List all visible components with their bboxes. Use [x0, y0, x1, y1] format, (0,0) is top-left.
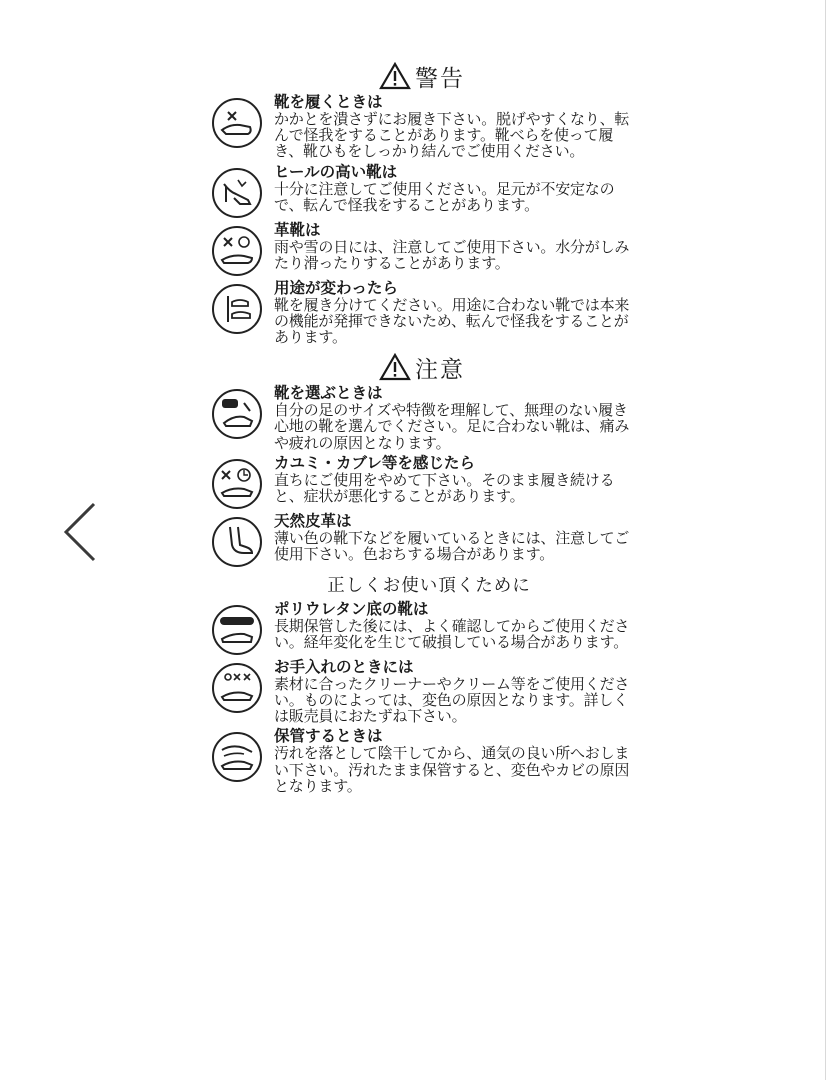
warning-item-wearing [212, 94, 632, 160]
proper-item-polyurethane [212, 601, 632, 655]
item-body: 十分に注意してご使用ください。足元が不安定なので、転んで怪我をすることがあります。 [274, 179, 615, 214]
shoe-care-label-sheet [212, 58, 632, 798]
storage-pictogram [212, 732, 262, 782]
previous-image-button[interactable] [62, 502, 106, 562]
item-title: 天然皮革は [274, 511, 352, 530]
size-select-pictogram [212, 389, 262, 439]
item-body: 薄い色の靴下などを履いているときには、注意してご使用下さい。色おちする場合があります。 [274, 528, 630, 564]
item-title: ポリウレタン底の靴は [274, 599, 429, 618]
item-body: 汚れを落として陰干してから、通気の良い所へおしまい下さい。汚れたまま保管すると、変色やカビの原因となります。 [274, 744, 630, 795]
caution-item-natural-leather [212, 513, 632, 567]
proper-item-cleaning [212, 659, 632, 725]
item-body: 自分の足のサイズや特徴を理解して、無理のない履き心地の靴を選んでください。足に合わない靴は、痛みや疲れの原因となります。 [274, 401, 630, 452]
item-body: かかとを潰さずにお履き下さい。脱げやすくなり、転んで怪我をすることがあります。靴べらを使って履き、靴ひもをしっかり結んでご使用ください。 [274, 110, 630, 161]
proper-use-heading: 正しくお使い頂くために [327, 575, 531, 596]
chevron-left-icon [62, 502, 106, 562]
item-title: 保管するときは [274, 727, 383, 746]
warning-item-usage [212, 280, 632, 346]
warning-item-leather-rain [212, 222, 632, 276]
warning-heading [212, 58, 632, 94]
item-body: 素材に合ったクリーナーやクリーム等をご使用ください。ものによっては、変色の原因となります。詳しくは販売員におたずね下さい。 [274, 674, 630, 726]
item-title: 革靴は [274, 220, 321, 239]
caution-item-itch [212, 455, 632, 509]
caution-heading-text: 注意 [415, 356, 465, 383]
item-body: 雨や雪の日には、注意してご使用下さい。水分がしみたり滑ったりすることがあります。 [274, 237, 630, 272]
shoe-usage-pictogram [212, 284, 262, 334]
caution-triangle-icon [379, 353, 411, 381]
item-title: お手入れのときには [274, 657, 414, 676]
page-edge-divider [825, 0, 826, 1080]
itch-rash-pictogram [212, 459, 262, 509]
high-heel-pictogram [212, 168, 262, 218]
polyurethane-sole-pictogram [212, 605, 262, 655]
warning-item-high-heel [212, 164, 632, 218]
item-body: 靴を履き分けてください。用途に合わない靴では本来の機能が発揮できないため、転んで怪我をすることがあります。 [274, 295, 630, 347]
leather-dye-pictogram [212, 517, 262, 567]
caution-item-choosing [212, 385, 632, 451]
item-title: 靴を選ぶときは [274, 384, 383, 403]
item-body: 直ちにご使用をやめて下さい。そのまま履き続けると、症状が悪化することがあります。 [274, 470, 615, 506]
proper-item-storage [212, 728, 632, 794]
caution-heading [212, 349, 632, 385]
item-title: ヒールの高い靴は [274, 162, 398, 181]
rain-slip-pictogram [212, 226, 262, 276]
warning-triangle-icon [379, 62, 411, 90]
cleaning-care-pictogram [212, 663, 262, 713]
item-title: カユミ・カブレ等を感じたら [274, 453, 475, 472]
item-title: 靴を履くときは [274, 93, 383, 111]
warning-heading-text: 警告 [415, 65, 465, 92]
item-body: 長期保管した後には、よく確認してからご使用ください。経年変化を生じて破損している場合があります。 [274, 616, 630, 652]
item-title: 用途が変わったら [274, 278, 398, 297]
heel-crush-pictogram [212, 98, 262, 148]
